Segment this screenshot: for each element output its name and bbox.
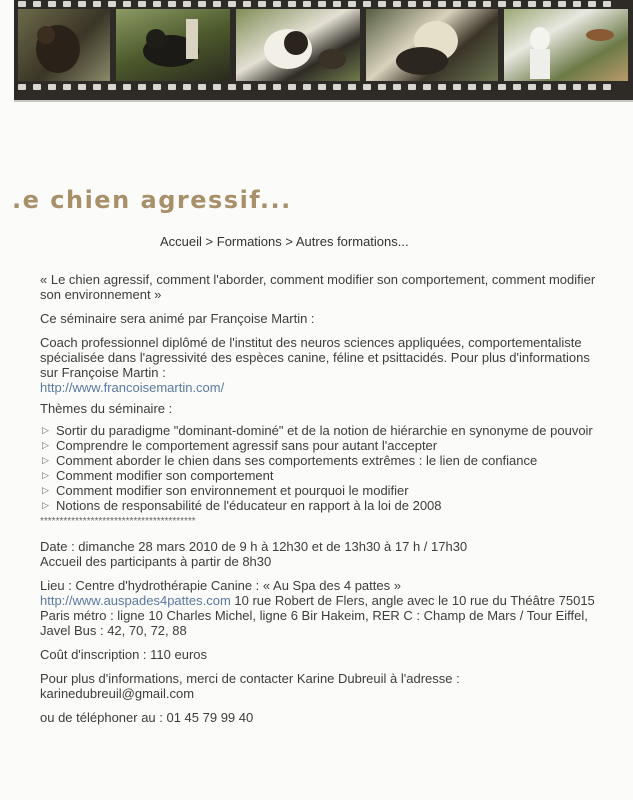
film-hole: [198, 84, 206, 90]
breadcrumb-current: Autres formations...: [295, 234, 409, 249]
film-hole: [318, 84, 326, 90]
film-hole: [423, 1, 431, 7]
breadcrumb-home-link[interactable]: Accueil: [160, 234, 202, 249]
film-hole: [528, 84, 536, 90]
film-hole: [168, 84, 176, 90]
film-hole: [603, 1, 611, 7]
film-hole: [273, 84, 281, 90]
film-hole: [138, 84, 146, 90]
film-hole: [453, 1, 461, 7]
film-hole: [93, 84, 101, 90]
film-hole: [333, 84, 341, 90]
film-hole: [543, 1, 551, 7]
film-hole: [228, 84, 236, 90]
film-hole: [168, 1, 176, 7]
film-hole: [468, 84, 476, 90]
separator-line: ****************************************: [40, 516, 196, 527]
film-hole: [588, 84, 596, 90]
film-hole: [288, 84, 296, 90]
cost-line: Coût d'inscription : 110 euros: [40, 647, 208, 662]
film-hole: [63, 84, 71, 90]
breadcrumb-separator: >: [201, 234, 217, 249]
film-hole: [153, 84, 161, 90]
header-shadow: [14, 100, 633, 102]
bio-text: Coach professionnel diplômé de l'institut des neuros sciences appliquées, comportementaliste spécialisée dans l'agressivité des espèces canine, féline et psittacidés. Pour plus d'informations sur Françoise Martin :: [40, 335, 590, 380]
film-hole: [78, 84, 86, 90]
film-hole: [378, 1, 386, 7]
film-hole: [48, 1, 56, 7]
list-item: [40, 453, 600, 468]
film-hole: [348, 84, 356, 90]
film-hole: [288, 1, 296, 7]
date-block: [40, 539, 600, 569]
film-hole: [318, 1, 326, 7]
intro-quote: « Le chien agressif, comment l'aborder, comment modifier son comportement, comment modifier son environnement »: [40, 272, 596, 302]
film-hole: [573, 1, 581, 7]
film-hole: [18, 1, 26, 7]
film-hole: [393, 1, 401, 7]
film-hole: [138, 1, 146, 7]
labrador-icon: [366, 9, 498, 81]
film-hole: [213, 1, 221, 7]
page-title: .e chien agressif...: [12, 186, 292, 214]
film-hole: [78, 1, 86, 7]
animator-line: Ce séminaire sera animé par Françoise Martin :: [40, 311, 315, 326]
film-hole: [558, 84, 566, 90]
handler-icon: [504, 9, 628, 81]
film-hole: [393, 84, 401, 90]
bio-link[interactable]: http://www.francoisemartin.com/: [40, 380, 225, 395]
film-hole: [603, 84, 611, 90]
accueil-line: Accueil des participants à partir de 8h30: [40, 554, 272, 569]
film-hole: [573, 84, 581, 90]
film-hole: [498, 1, 506, 7]
spa-link[interactable]: http://www.auspades4pattes.com: [40, 593, 231, 608]
film-hole: [423, 84, 431, 90]
film-hole: [438, 1, 446, 7]
film-hole: [198, 1, 206, 7]
film-hole: [483, 84, 491, 90]
film-hole: [33, 1, 41, 7]
film-hole: [48, 84, 56, 90]
article-body: [40, 272, 600, 734]
theme-text: Comment aborder le chien dans ses comportements extrêmes : le lien de confiance: [56, 453, 538, 468]
theme-text: Comment modifier son comportement: [56, 468, 274, 483]
film-hole: [183, 84, 191, 90]
film-hole: [243, 1, 251, 7]
film-hole: [348, 1, 356, 7]
film-hole: [213, 84, 221, 90]
breadcrumb-formations-link[interactable]: Formations: [216, 234, 282, 249]
film-hole: [243, 84, 251, 90]
film-hole: [273, 1, 281, 7]
list-item: [40, 498, 600, 513]
film-hole: [183, 1, 191, 7]
film-hole: [333, 1, 341, 7]
film-hole: [123, 84, 131, 90]
film-hole: [258, 84, 266, 90]
triangle-bullet-icon: ▷: [42, 440, 49, 450]
film-hole: [528, 1, 536, 7]
themes-heading: Thèmes du séminaire :: [40, 401, 173, 416]
film-hole: [408, 1, 416, 7]
triangle-bullet-icon: ▷: [42, 455, 49, 465]
film-hole: [93, 1, 101, 7]
film-hole: [123, 1, 131, 7]
bio-paragraph: [40, 335, 600, 395]
dog-training-icon: [116, 9, 230, 81]
date-line: Date : dimanche 28 mars 2010 de 9 h à 12h30 et de 13h30 à 17 h / 17h30: [40, 539, 468, 554]
film-hole: [303, 84, 311, 90]
film-hole: [33, 84, 41, 90]
film-hole: [588, 1, 596, 7]
film-hole: [108, 1, 116, 7]
film-hole: [513, 1, 521, 7]
dog-photo-icon: [18, 9, 110, 81]
breadcrumb: [160, 234, 409, 249]
film-hole: [363, 84, 371, 90]
triangle-bullet-icon: ▷: [42, 500, 49, 510]
film-hole: [378, 84, 386, 90]
film-hole: [513, 84, 521, 90]
theme-text: Sortir du paradigme "dominant-dominé" et de la notion de hiérarchie en synonyme de pouvoir: [56, 423, 593, 438]
contact-block: [40, 671, 600, 701]
film-hole: [258, 1, 266, 7]
contact-line: Pour plus d'informations, merci de contacter Karine Dubreuil à l'adresse :: [40, 671, 460, 686]
film-perforations-top: [14, 1, 633, 9]
theme-text: Comprendre le comportement agressif sans pour autant l'accepter: [56, 438, 438, 453]
list-item: [40, 438, 600, 453]
film-frames: [14, 9, 633, 81]
list-item: [40, 483, 600, 498]
lieu-prefix: Lieu : Centre d'hydrothérapie Canine : « Au Spa des 4 pattes »: [40, 578, 401, 593]
film-hole: [543, 84, 551, 90]
triangle-bullet-icon: ▷: [42, 425, 49, 435]
film-hole: [408, 84, 416, 90]
triangle-bullet-icon: ▷: [42, 470, 49, 480]
lieu-address: 10 rue Robert de Flers, angle avec le 10 rue du Théâtre 75015 Paris métro : ligne 10 Charles Michel, ligne 6 Bir Hakeim, RER C : Champ de Mars / Tour Eiffel, Javel Bus : 42, 70, 72, 88: [40, 593, 595, 638]
film-hole: [153, 1, 161, 7]
header-film-strip: [14, 0, 633, 100]
film-perforations-bottom: [14, 84, 633, 92]
film-hole: [453, 84, 461, 90]
list-item: [40, 423, 600, 438]
film-hole: [438, 84, 446, 90]
film-hole: [18, 84, 26, 90]
triangle-bullet-icon: ▷: [42, 485, 49, 495]
film-hole: [303, 1, 311, 7]
film-hole: [498, 84, 506, 90]
film-hole: [108, 84, 116, 90]
film-hole: [483, 1, 491, 7]
phone-line: ou de téléphoner au : 01 45 79 99 40: [40, 710, 254, 725]
contact-email[interactable]: karinedubreuil@gmail.com: [40, 686, 195, 701]
lieu-block: [40, 578, 600, 638]
film-hole: [228, 1, 236, 7]
themes-list: [40, 423, 600, 513]
film-hole: [363, 1, 371, 7]
theme-text: Comment modifier son environnement et pourquoi le modifier: [56, 483, 409, 498]
dogs-icon: [236, 9, 360, 81]
list-item: [40, 468, 600, 483]
film-hole: [468, 1, 476, 7]
theme-text: Notions de responsabilité de l'éducateur en rapport à la loi de 2008: [56, 498, 442, 513]
film-hole: [63, 1, 71, 7]
breadcrumb-separator: >: [281, 234, 296, 249]
film-hole: [558, 1, 566, 7]
